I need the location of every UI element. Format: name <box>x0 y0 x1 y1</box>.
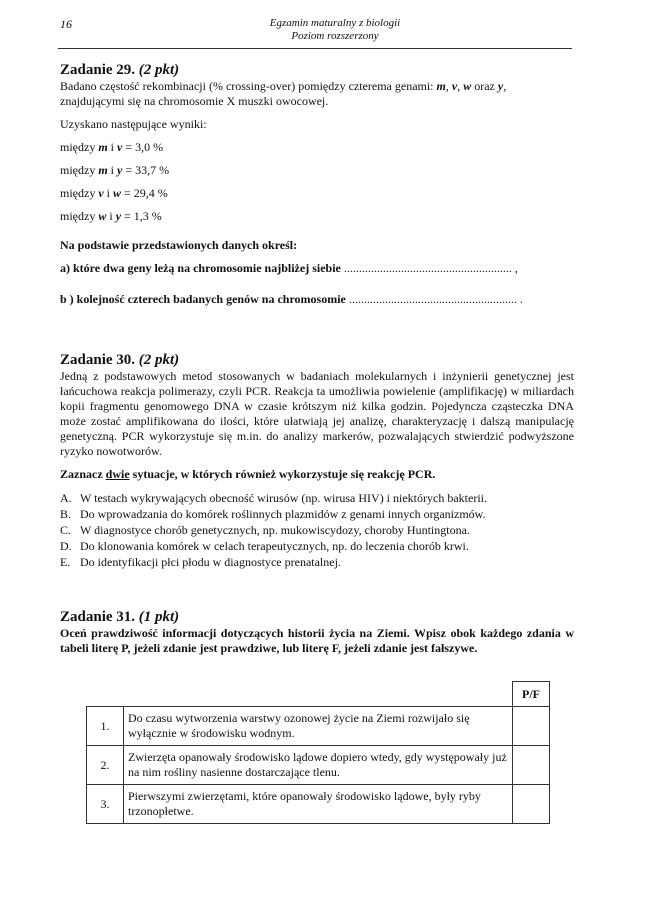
option-text: W testach wykrywających obecność wirusów (np. wirusa HIV) i niektórych bakterii. <box>80 491 487 505</box>
task-31 <box>60 609 574 656</box>
result-mid: i <box>107 140 118 154</box>
option-a[interactable] <box>60 490 574 506</box>
task-31-points: (1 pkt) <box>138 609 180 625</box>
task-29-label: Zadanie 29. <box>60 62 136 78</box>
pf-answer-cell[interactable] <box>513 746 550 785</box>
header-exam-title: Egzamin maturalny z biologii <box>269 17 401 29</box>
instr-text: Zaznacz <box>60 467 106 481</box>
result-gene-b: v <box>117 140 123 154</box>
result-gene-a: m <box>98 163 108 177</box>
row-statement: Zwierzęta opanowały środowisko lądowe dopiero wtedy, gdy występowały już na nim rośliny nasienne dostarczające tlenu. <box>124 746 513 785</box>
result-value: = 33,7 % <box>122 163 170 177</box>
sep: , <box>457 79 464 93</box>
row-number: 2. <box>87 746 124 785</box>
instr-emphasis: dwie <box>105 467 130 481</box>
result-line <box>60 140 574 155</box>
task-30-points: (2 pkt) <box>138 352 180 368</box>
result-line <box>60 209 574 224</box>
task-30-instruction <box>60 467 574 482</box>
option-c[interactable] <box>60 522 574 538</box>
option-text: Do klonowania komórek w celach terapeutycznych, np. do leczenia chorób krwi. <box>80 539 469 553</box>
result-gene-b: y <box>117 163 123 177</box>
result-pre: między <box>60 186 99 200</box>
true-false-table <box>86 681 550 824</box>
intro-text-2: znajdującymi się na chromosomie X muszki owocowej. <box>60 94 329 108</box>
intro-text: Badano częstość rekombinacji (% crossing-over) pomiędzy czterema genami: <box>60 79 437 93</box>
option-e[interactable] <box>60 554 574 570</box>
pf-answer-cell[interactable] <box>513 785 550 824</box>
question-b-label: b ) kolejność czterech badanych genów na chromosomie <box>60 292 346 306</box>
task-29-instruction: Na podstawie przedstawionych danych określ: <box>60 238 298 252</box>
result-gene-b: w <box>113 186 122 200</box>
result-mid: i <box>103 186 113 200</box>
table-row <box>87 707 550 746</box>
task-30-title <box>60 352 574 369</box>
task-29-intro <box>60 79 574 109</box>
question-b <box>60 292 574 307</box>
sep: , <box>503 79 507 93</box>
result-gene-a: m <box>98 140 108 154</box>
result-line <box>60 163 574 178</box>
question-a <box>60 261 574 276</box>
task-29 <box>60 62 574 307</box>
task-30-body: Jedną z podstawowych metod stosowanych w badaniach molekularnych i inżynierii genetycznej jest łańcuchowa reakcja polimerazy, czyli PCR. Reakcja ta umożliwia powielenie (amplifikację) w miliardach kopii fragmentu genomowego DNA w czasie krótszym niż kilka godzin. Pojedyncza cząsteczka DNA może zostać amplifikowana do ilości, które ułatwiają jej analizę, charakteryzację i dalszą manipulację genetyczną. PCR wykorzystuje się m.in. do analizy markerów, pozwalających stwierdzić podwyższone ryzyko nowotworów. <box>60 369 574 458</box>
row-number: 1. <box>87 707 124 746</box>
result-value: = 1,3 % <box>121 209 162 223</box>
option-letter: D. <box>60 539 72 553</box>
row-number: 3. <box>87 785 124 824</box>
pf-answer-cell[interactable] <box>513 707 550 746</box>
header-empty-cell <box>87 682 124 707</box>
answer-b-field[interactable]: ........................................................ . <box>348 292 523 306</box>
result-gene-a: v <box>98 186 104 200</box>
sep: , <box>445 79 452 93</box>
answer-a-field[interactable]: ........................................................ , <box>343 261 518 275</box>
table-row <box>87 785 550 824</box>
question-a-label: a) które dwa geny leżą na chromosomie najbliżej siebie <box>60 261 341 275</box>
result-value: = 3,0 % <box>122 140 164 154</box>
gene-m: m <box>436 79 446 93</box>
task-29-title <box>60 62 574 79</box>
option-b[interactable] <box>60 506 574 522</box>
result-gene-a: w <box>98 209 107 223</box>
gene-w: w <box>463 79 472 93</box>
option-text: Do wprowadzania do komórek roślinnych plazmidów z genami innych organizmów. <box>80 507 486 521</box>
row-statement: Pierwszymi zwierzętami, które opanowały środowisko lądowe, były ryby trzonopłetwe. <box>124 785 513 824</box>
result-pre: między <box>60 140 99 154</box>
page-header <box>210 17 460 43</box>
option-letter: B. <box>60 507 72 521</box>
task-31-instruction: Oceń prawdziwość informacji dotyczących historii życia na Ziemi. Wpisz obok każdego zdania w tabeli literę P, jeżeli zdanie jest prawdziwe, lub literę F, jeżeli zdanie jest fałszywe. <box>60 626 574 655</box>
results-intro: Uzyskano następujące wyniki: <box>60 117 207 131</box>
task-31-title <box>60 609 574 626</box>
result-gene-b: y <box>115 209 122 223</box>
result-mid: i <box>106 209 116 223</box>
option-text: W diagnostyce chorób genetycznych, np. mukowiscydozy, choroby Huntingtona. <box>80 523 470 537</box>
sep: oraz <box>471 79 498 93</box>
result-value: = 29,4 % <box>121 186 168 200</box>
pf-column-header: P/F <box>513 682 550 707</box>
option-letter: E. <box>60 555 71 569</box>
table-header-row <box>87 682 550 707</box>
result-pre: między <box>60 163 99 177</box>
task-30 <box>60 352 574 570</box>
gene-y: y <box>497 79 504 93</box>
gene-v: v <box>451 79 458 93</box>
header-rule <box>58 48 572 49</box>
header-level: Poziom rozszerzony <box>291 30 379 42</box>
option-letter: C. <box>60 523 72 537</box>
task-31-label: Zadanie 31. <box>60 609 136 625</box>
task-29-points: (2 pkt) <box>138 62 180 78</box>
header-empty-cell <box>124 682 513 707</box>
result-line <box>60 186 574 201</box>
option-letter: A. <box>60 491 72 505</box>
instr-text: sytuacje, w których również wykorzystuje się reakcję PCR. <box>129 467 436 481</box>
option-d[interactable] <box>60 538 574 554</box>
row-statement: Do czasu wytworzenia warstwy ozonowej życie na Ziemi rozwijało się wyłącznie w środowisku wodnym. <box>124 707 513 746</box>
result-pre: między <box>60 209 99 223</box>
options-list <box>60 490 574 570</box>
table-row <box>87 746 550 785</box>
result-mid: i <box>107 163 118 177</box>
option-text: Do identyfikacji płci płodu w diagnostyce prenatalnej. <box>80 555 341 569</box>
task-30-label: Zadanie 30. <box>60 352 136 368</box>
page-number: 16 <box>60 17 72 31</box>
